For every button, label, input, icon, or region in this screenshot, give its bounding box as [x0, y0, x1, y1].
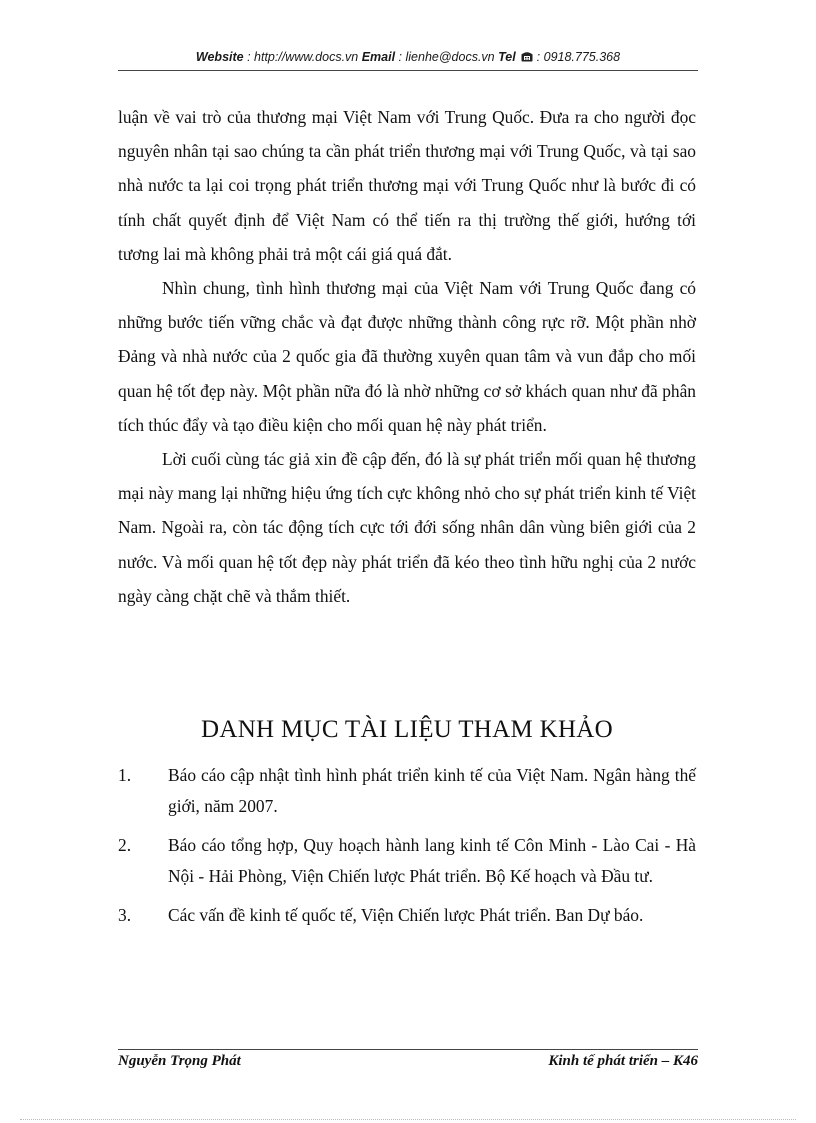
body-text [118, 100, 696, 613]
email-label: Email [361, 50, 396, 64]
paragraph-1: luận về vai trò của thương mại Việt Nam với Trung Quốc. Đưa ra cho người đọc nguyên nhân tại sao chúng ta cần phát triển thương mại với Trung Quốc, và tại sao nhà nước ta lại coi trọng phát triển thương mại với Trung Quốc như là bước đi có tính chất quyết định để Việt Nam có thể tiến ra thị trường thế giới, hướng tới tương lai mà không phải trả một cái giá quá đắt. [118, 107, 696, 264]
header-divider [118, 70, 698, 71]
reference-number: 3. [118, 905, 132, 925]
tel-value: : 0918.775.368 [533, 50, 621, 64]
email-value: : lienhe@docs.vn [395, 50, 499, 64]
telephone-icon [521, 51, 533, 65]
references-title: DANH MỤC TÀI LIỆU THAM KHẢO [200, 716, 614, 743]
reference-number: 2. [118, 835, 132, 855]
footer-divider [118, 1049, 698, 1050]
reference-number: 1. [118, 765, 132, 785]
paragraph-2: Nhìn chung, tình hình thương mại của Việt Nam với Trung Quốc đang có những bước tiến vững chắc và đạt được những thành công rực rỡ. Một phần nhờ Đảng và nhà nước của 2 quốc gia đã thường xuyên quan tâm và vun đắp cho mối quan hệ tốt đẹp này. Một phần nữa đó là nhờ những cơ sở khách quan như đã phân tích thúc đẩy và tạo điều kiện cho mối quan hệ này phát triển. [118, 278, 696, 435]
footer-author: Nguyễn Trọng Phát [118, 1053, 241, 1069]
reference-item-2 [118, 830, 696, 892]
footer-course: Kinh tế phát triển – K46 [548, 1053, 698, 1069]
reference-item-1 [118, 760, 696, 822]
references-list [118, 760, 696, 939]
page-footer [118, 1053, 698, 1070]
tel-label: Tel [498, 50, 516, 64]
reference-text: Báo cáo tổng hợp, Quy hoạch hành lang kinh tế Côn Minh - Lào Cai - Hà Nội - Hải Phòng, Viện Chiến lược Phát triển. Bộ Kế hoạch và Đầu tư. [168, 835, 696, 886]
website-value: : http://www.docs.vn [243, 50, 362, 64]
page-header [118, 50, 698, 65]
reference-item-3 [118, 900, 696, 931]
reference-text: Các vấn đề kinh tế quốc tế, Viện Chiến lược Phát triển. Ban Dự báo. [168, 905, 644, 925]
reference-text: Báo cáo cập nhật tình hình phát triển kinh tế của Việt Nam. Ngân hàng thế giới, năm 2007. [168, 765, 696, 816]
website-label: Website [195, 50, 244, 64]
page-edge-divider [20, 1119, 796, 1120]
paragraph-3: Lời cuối cùng tác giả xin đề cập đến, đó là sự phát triển mối quan hệ thương mại này mang lại những hiệu ứng tích cực không nhỏ cho sự phát triển kinh tế Việt Nam. Ngoài ra, còn tác động tích cực tới đới sống nhân dân vùng biên giới của 2 nước. Và mối quan hệ tốt đẹp này phát triển đã kéo theo tình hữu nghị của 2 nước ngày càng chặt chẽ và thắm thiết. [118, 449, 696, 606]
